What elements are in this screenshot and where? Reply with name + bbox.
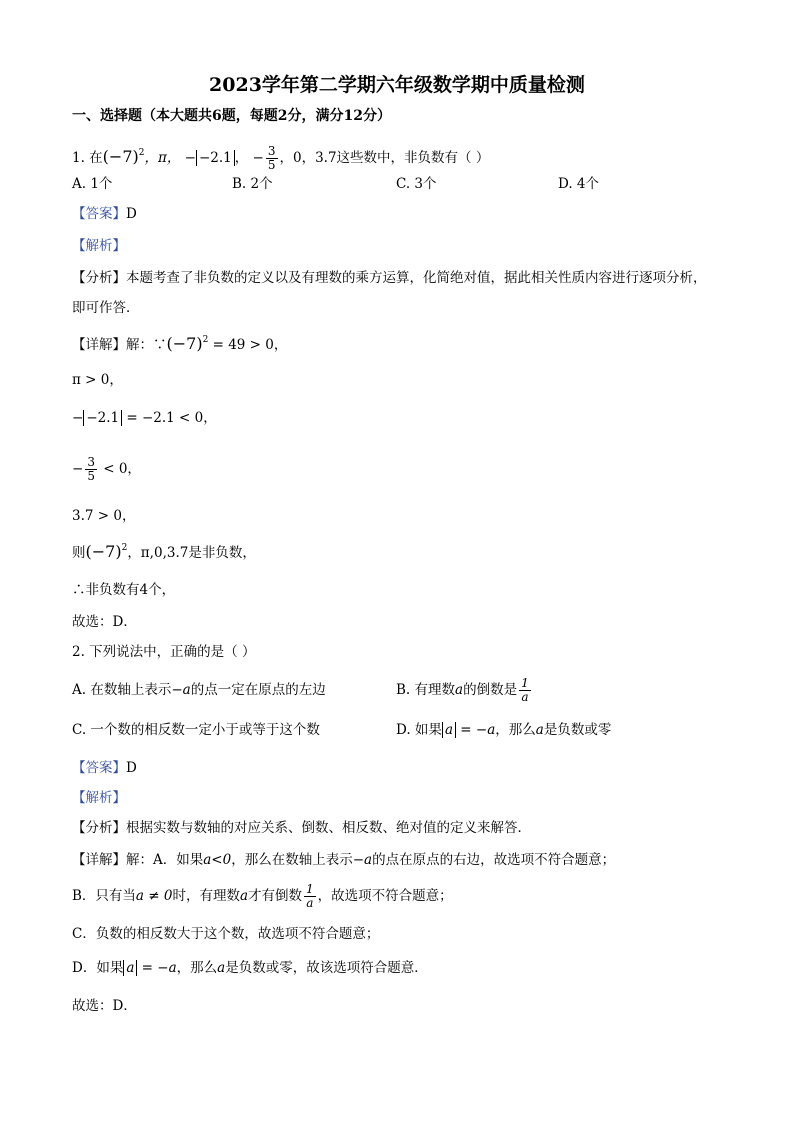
detail-line-7: ∴非负数有4个， (72, 582, 176, 598)
question-2-stem: 2. 下列说法中，正确的是（ ） (72, 644, 256, 660)
fraction: $\frac{1}{a}$ (306, 882, 314, 910)
option-b: B. 有理数a的倒数是 $\frac{1}{a}$ (396, 676, 529, 704)
detail-line-1: 【详解】解：A．如果a<0，那么在数轴上表示−a的点在原点的右边，故选项不符合题意； (72, 852, 616, 868)
answer-line: 【答案】D (72, 206, 137, 222)
page-title: 2023学年第二学期六年级数学期中质量检测 (209, 74, 585, 96)
fraction: $\frac{3}{5}$ (267, 144, 276, 172)
fraction: $\frac{1}{a}$ (521, 676, 529, 704)
option-c: C. 3个 (396, 176, 437, 192)
option-b: B. 2个 (232, 176, 273, 192)
section-heading: 一、选择题（本大题共6题，每题2分，满分12分） (72, 108, 391, 124)
option-d: D. 4个 (558, 176, 600, 192)
question-1-stem: 1. 在$(-7)^2$，π， − −2.1 ， − $\frac{3}{5}$ ，0，3.7这些数中，非负数有（ ） (72, 144, 490, 172)
detail-line-4: D．如果 a = −a，那么a是负数或零，故该选项符合题意． (72, 960, 428, 976)
fraction: $\frac{3}{5}$ (87, 455, 95, 483)
detail-line-3: − −2.1 = −2.1 < 0， (72, 410, 217, 426)
analysis-line: 【分析】根据实数与数轴的对应关系、倒数、相反数、绝对值的定义来解答． (72, 820, 531, 836)
detail-line-2: π > 0， (72, 372, 123, 388)
analysis-line-2: 即可作答． (72, 300, 140, 316)
jiexi-label: 【解析】 (72, 790, 126, 806)
option-c: C. 一个数的相反数一定小于或等于这个数 (72, 722, 320, 738)
option-a: A. 在数轴上表示−a的点一定在原点的左边 (72, 682, 326, 698)
detail-line-1: 【详解】解：$\because(-7)^2 = 49 > 0$， (72, 334, 288, 353)
jiexi-label: 【解析】 (72, 238, 126, 254)
detail-line-2: B．只有当a ≠ 0时，有理数a才有倒数 $\frac{1}{a}$ ，故选项不符合题意； (72, 882, 453, 910)
detail-line-3: C．负数的相反数大于这个数，故选项不符合题意； (72, 926, 380, 942)
detail-line-6: 则$(-7)^2$，π,0,3.7是非负数， (72, 542, 256, 561)
option-d: D. 如果 a = −a，那么a是负数或零 (396, 722, 612, 738)
analysis-line-1: 【分析】本题考查了非负数的定义以及有理数的乘方运算，化简绝对值，据此相关性质内容进行逐项分析， (72, 270, 707, 286)
detail-line-8: 故选：D． (72, 614, 137, 630)
detail-line-5: 3.7 > 0， (72, 508, 136, 524)
answer-line: 【答案】D (72, 760, 137, 776)
option-a: A. 1个 (72, 176, 113, 192)
detail-line-5: 故选：D． (72, 998, 137, 1014)
detail-line-4: − $\frac{3}{5}$ < 0， (72, 455, 141, 483)
